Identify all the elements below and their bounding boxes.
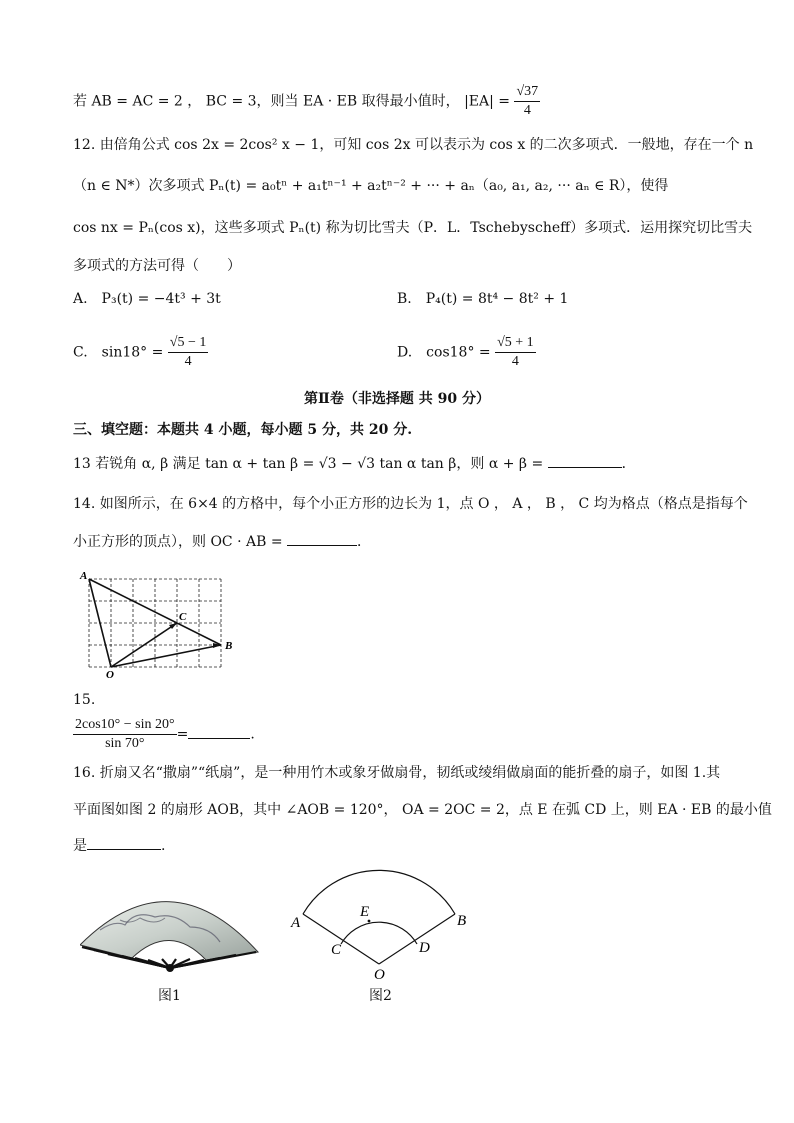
q15-den: sin 70° bbox=[105, 736, 145, 751]
fan-illustration bbox=[80, 880, 260, 975]
point-e bbox=[368, 920, 371, 923]
outer-arc-ab bbox=[303, 870, 455, 914]
q15-number: 15. bbox=[73, 692, 96, 708]
segment-b-o bbox=[379, 914, 455, 964]
fig2-label-e: E bbox=[360, 904, 370, 920]
q16-answer-blank[interactable] bbox=[87, 835, 161, 850]
q14-grid-figure bbox=[76, 568, 246, 680]
q11-option-d bbox=[73, 83, 540, 120]
q15-answer-blank[interactable] bbox=[188, 724, 250, 739]
q12c-label: C. sin18° = bbox=[73, 344, 164, 361]
inner-arc-cd bbox=[341, 922, 417, 944]
q12-option-c bbox=[73, 334, 208, 371]
point-c-label: C bbox=[179, 611, 187, 623]
fig2-caption: 图2 bbox=[369, 988, 392, 1004]
q14-answer-blank[interactable] bbox=[287, 531, 357, 546]
q16-end: . bbox=[161, 838, 166, 854]
q12d-fraction bbox=[495, 334, 536, 371]
q12d-label: D. cos18° = bbox=[397, 344, 491, 361]
q11d-text: 若 AB = AC = 2 ， BC = 3，则当 EA · EB 取得最小值时， |EA| = bbox=[73, 93, 511, 110]
point-o-label: O bbox=[106, 669, 114, 680]
q12-option-d bbox=[397, 334, 536, 371]
q13 bbox=[73, 453, 636, 474]
fan-pivot bbox=[166, 964, 174, 972]
q13-end: ． bbox=[621, 456, 636, 472]
q11d-fraction bbox=[514, 83, 540, 120]
fig1-caption: 图1 bbox=[158, 988, 181, 1004]
q13-answer-blank[interactable] bbox=[548, 453, 622, 468]
q12-line1: 12. 由倍角公式 cos 2x = 2cos² x − 1，可知 cos 2x 可以表示为 cos x 的二次多项式．一般地，存在一个 n bbox=[73, 137, 754, 153]
q14-line2-text: 小正方形的顶点），则 OC · AB = bbox=[73, 534, 283, 550]
q14-line2 bbox=[73, 531, 371, 552]
q15-expression bbox=[73, 716, 255, 753]
q12c-num: √5 − 1 bbox=[168, 334, 209, 353]
fig2-label-c: C bbox=[331, 942, 342, 958]
q12-option-b: B. P₄(t) = 8t⁴ − 8t² + 1 bbox=[397, 291, 569, 307]
q14-end: ． bbox=[357, 534, 372, 550]
q15-eq: = bbox=[176, 726, 189, 743]
q15-num: 2cos10° − sin 20° bbox=[73, 716, 177, 735]
q11d-frac-den: 4 bbox=[523, 103, 531, 118]
q12d-num: √5 + 1 bbox=[495, 334, 536, 353]
point-b-label: B bbox=[225, 640, 233, 652]
fig2-label-d: D bbox=[419, 940, 430, 956]
q16-line3 bbox=[73, 835, 165, 856]
q11d-frac-num: √37 bbox=[514, 83, 540, 102]
q12d-den: 4 bbox=[511, 354, 519, 369]
q14-line1: 14. 如图所示，在 6×4 的方格中，每个小正方形的边长为 1，点 O ， A ， B ， C 均为格点（格点是指每个 bbox=[73, 496, 748, 512]
q12-line2: （n ∈ N*）次多项式 Pₙ(t) = a₀tⁿ + a₁tⁿ⁻¹ + a₂tⁿ⁻² + ··· + aₙ（a₀, a₁, a₂, ··· aₙ ∈ R），使得 bbox=[73, 178, 669, 194]
sector-diagram bbox=[285, 858, 485, 983]
fan-paper bbox=[80, 902, 258, 960]
q16-line2: 平面图如图 2 的扇形 AOB，其中 ∠AOB = 120°， OA = 2OC = 2，点 E 在弧 CD 上，则 EA · EB 的最小值 bbox=[73, 802, 772, 818]
q16-line3-text: 是 bbox=[73, 838, 87, 854]
fig2-label-o: O bbox=[374, 967, 385, 983]
fig2-label-b: B bbox=[457, 913, 467, 929]
q13-text: 13 若锐角 α, β 满足 tan α + tan β = √3 − √3 tan α tan β，则 α + β = bbox=[73, 456, 544, 472]
q12c-den: 4 bbox=[184, 354, 192, 369]
grid-lines bbox=[89, 579, 221, 667]
q12-line4: 多项式的方法可得（ ） bbox=[73, 258, 241, 274]
q15-end: . bbox=[250, 726, 255, 743]
fill-in-header: 三、填空题：本题共 4 小题，每小题 5 分，共 20 分. bbox=[73, 422, 413, 438]
fig2-label-a: A bbox=[291, 915, 301, 931]
q15-fraction bbox=[73, 716, 177, 753]
q12c-fraction bbox=[168, 334, 209, 371]
q16-line1: 16. 折扇又名“撒扇”“纸扇”，是一种用竹木或象牙做扇骨，韧纸或绫绢做扇面的能折叠的扇子，如图 1.其 bbox=[73, 765, 721, 781]
q12-line3: cos nx = Pₙ(cos x)，这些多项式 Pₙ(t) 称为切比雪夫（P．L．Tschebyscheff）多项式．运用探究切比雪夫 bbox=[73, 220, 753, 236]
q12-option-a: A. P₃(t) = −4t³ + 3t bbox=[73, 291, 221, 307]
section2-title: 第Ⅱ卷（非选择题 共 90 分） bbox=[304, 391, 490, 407]
point-a-label: A bbox=[80, 570, 88, 582]
